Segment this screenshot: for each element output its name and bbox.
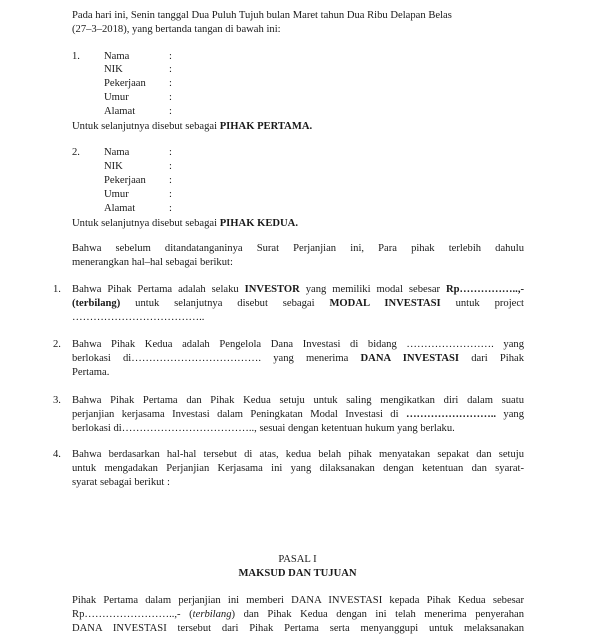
- field-colon: :: [169, 147, 172, 158]
- dana-investasi-term: DANA INVESTASI: [360, 353, 460, 364]
- recital-4-number: 4.: [53, 449, 61, 460]
- text-run: ) dan Pihak Kedua dengan ini telah menerima penyerahan: [231, 609, 525, 620]
- field-label-pekerjaan: Pekerjaan: [104, 175, 146, 186]
- recital-4-line-1: Bahwa berdasarkan hal-hal tersebut di atas, kedua belah pihak menyatakan sepakat dan setuju: [72, 449, 524, 460]
- party-1-designation: PIHAK PERTAMA.: [219, 121, 313, 132]
- terbilang-label: terbilang: [192, 609, 232, 620]
- field-colon: :: [169, 92, 172, 103]
- field-label-umur: Umur: [104, 92, 129, 103]
- field-label-nik: NIK: [104, 161, 123, 172]
- recital-2-line-3: Pertama.: [72, 367, 110, 378]
- location-blank: ……………………..: [405, 409, 496, 420]
- recital-1-line-3: ………………………………..: [72, 312, 205, 323]
- field-colon: :: [169, 78, 172, 89]
- modal-investasi-term: MODAL INVESTASI: [329, 298, 441, 309]
- text-run: perjanjian kerjasama Investasi dalam Peningkatan Modal Investasi di: [72, 409, 406, 420]
- opening-line-1: Pada hari ini, Senin tanggal Dua Puluh Tujuh bulan Maret tahun Dua Ribu Delapan Belas: [72, 10, 452, 21]
- text-run: yang memiliki modal sebesar: [299, 284, 447, 295]
- text-run: yang: [496, 409, 524, 420]
- recital-4-line-2: untuk mengadakan Perjanjian Kerjasama ini yang dilaksanakan dengan ketentuan dan syarat-: [72, 463, 524, 474]
- recital-4-line-3: syarat sebagai berikut :: [72, 477, 170, 488]
- field-colon: :: [169, 51, 172, 62]
- preamble-line-2: menerangkan hal–hal sebagai berikut:: [72, 257, 233, 268]
- field-colon: :: [169, 161, 172, 172]
- recital-2-line-1: Bahwa Pihak Kedua adalah Pengelola Dana Investasi di bidang ……………………. yang: [72, 339, 524, 350]
- text-run: Rp……………………..,- (: [72, 609, 193, 620]
- field-colon: :: [169, 106, 172, 117]
- text-run: dari Pihak: [471, 353, 525, 364]
- text-run: Bahwa Pihak Pertama adalah selaku: [72, 284, 245, 295]
- field-label-alamat: Alamat: [104, 106, 136, 117]
- recital-1-line-1: [72, 283, 524, 296]
- opening-line-2: (27–3–2018), yang bertanda tangan di bawah ini:: [72, 24, 281, 35]
- recital-3-line-2: [72, 408, 524, 421]
- article-title: MAKSUD DAN TUJUAN: [238, 568, 357, 579]
- text-run: untuk selanjutnya disebut sebagai: [135, 298, 315, 309]
- recital-1-number: 1.: [53, 284, 61, 295]
- article-line-1: Pihak Pertama dalam perjanjian ini memberi DANA INVESTASI kepada Pihak Kedua sebesar: [72, 595, 524, 606]
- recital-2-line-2: [72, 352, 524, 365]
- field-label-nik: NIK: [104, 64, 123, 75]
- caption-prefix: Untuk selanjutnya disebut sebagai: [72, 121, 220, 132]
- field-label-pekerjaan: Pekerjaan: [104, 78, 146, 89]
- party-2-caption: [72, 217, 298, 230]
- preamble-line-1: Bahwa sebelum ditandatanganinya Surat Perjanjian ini, Para pihak terlebih dahulu: [72, 243, 524, 254]
- party-2-number: 2.: [72, 147, 80, 158]
- field-label-umur: Umur: [104, 189, 129, 200]
- article-line-3: DANA INVESTASI tersebut dari Pihak Pertama serta menyanggupi untuk melaksanakan: [72, 623, 524, 634]
- text-run: berlokasi di………………………………. yang menerima: [72, 353, 349, 364]
- caption-prefix: Untuk selanjutnya disebut sebagai: [72, 218, 220, 229]
- field-label-nama: Nama: [104, 147, 130, 158]
- text-run: untuk project: [455, 298, 524, 309]
- investor-term: INVESTOR: [244, 284, 300, 295]
- field-label-alamat: Alamat: [104, 203, 136, 214]
- recital-2-number: 2.: [53, 339, 61, 350]
- amount-blank: Rp……………..,-: [446, 284, 524, 295]
- article-line-2: [72, 608, 524, 621]
- party-1-caption: [72, 120, 312, 133]
- party-2-designation: PIHAK KEDUA.: [219, 218, 298, 229]
- field-colon: :: [169, 175, 172, 186]
- article-number: PASAL I: [278, 554, 317, 565]
- recital-1-line-2: [72, 297, 524, 310]
- party-1-number: 1.: [72, 51, 80, 62]
- terbilang-label: (terbilang): [72, 298, 121, 309]
- field-colon: :: [169, 189, 172, 200]
- recital-3-line-1: Bahwa Pihak Pertama dan Pihak Kedua setuju untuk saling mengikatkan diri dalam suatu: [72, 395, 524, 406]
- recital-3-line-3: berlokasi di……………………………….., sesuai dengan ketentuan hukum yang berlaku.: [72, 423, 455, 434]
- recital-3-number: 3.: [53, 395, 61, 406]
- field-colon: :: [169, 64, 172, 75]
- field-colon: :: [169, 203, 172, 214]
- field-label-nama: Nama: [104, 51, 130, 62]
